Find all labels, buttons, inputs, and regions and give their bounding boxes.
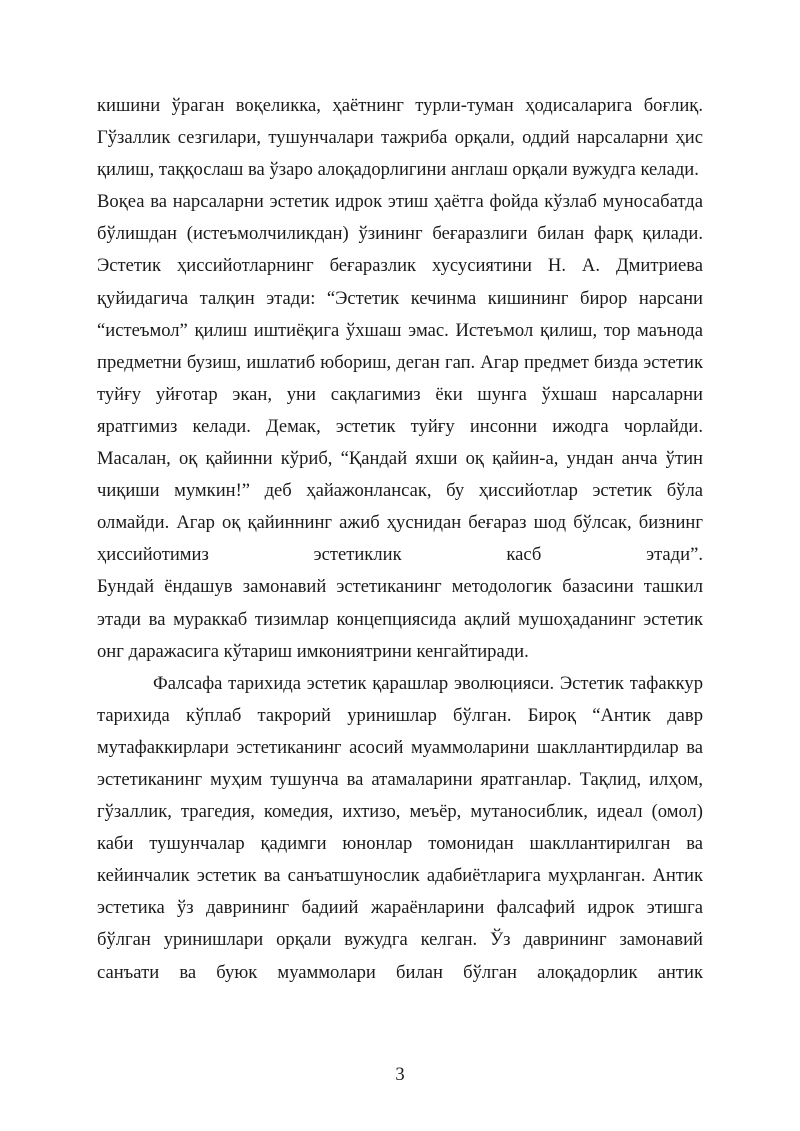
page-number: 3 xyxy=(395,1064,405,1085)
body-text xyxy=(97,90,703,989)
paragraph-1: кишини ўраган воқеликка, ҳаётнинг турли-туман ҳодисаларига боғлиқ. Гўзаллик сезгилари, тушунчалари тажриба орқали, оддий нарсаларни ҳис қилиш, таққослаш ва ўзаро алоқадорлигини англаш орқали вужудга келади. xyxy=(97,95,703,181)
paragraph-2: Воқеа ва нарсаларни эстетик идрок этиш ҳаётга фойда кўзлаб муносабатда бўлишдан (истеъмолчиликдан) ўзининг беғаразлиги билан фарқ қилади. Эстетик ҳиссийотларнинг беғаразлик хусусиятини Н. А. Дмитриева қуйидагича талқин этади: “Эстетик кечинма кишининг бирор нарсани “истеъмол” қилиш иштиёқига ўхшаш эмас. Истеъмол қилиш, тор маънода предметни бузиш, ишлатиб юбориш, деган гап. Агар предмет бизда эстетик туйғу уйғотар экан, уни сақлагимиз ёки шунга ўхшаш нарсаларни яратгимиз келади. Демак, эстетик туйғу инсонни ижодга чорлайди. Масалан, оқ қайинни кўриб, “Қандай яхши оқ қайин-а, ундан анча ўтин чиқиши мумкин!” деб ҳайажонлансак, бу ҳиссийотлар эстетик бўла олмайди. Агар оқ қайиннинг ажиб ҳуснидан беғараз шод бўлсак, бизнинг ҳиссийотимиз эстетиклик касб этади”. xyxy=(97,191,703,566)
paragraph-3: Бундай ёндашув замонавий эстетиканинг методологик базасини ташкил этади ва мураккаб тизимлар концепциясида ақлий мушоҳаданинг эстетик онг даражасига кўтариш имкониятрини кенгайтиради. xyxy=(97,576,703,662)
paragraph-4: Фалсафа тарихида эстетик қарашлар эволюцияси. Эстетик тафаккур тарихида кўплаб такрорий уринишлар бўлган. Бироқ “Антик давр мутафаккирлари эстетиканинг асосий муаммоларини шакллантирдилар ва эстетиканинг муҳим тушунча ва атамаларини яратганлар. Тақлид, илҳом, гўзаллик, трагедия, комедия, ихтизо, меъёр, мутаносиблик, идеал (омол) каби тушунчалар қадимги юнонлар томонидан шакллантирилган ва кейинчалик эстетик ва санъатшунослик адабиётларига муҳрланган. Антик эстетика ўз даврининг бадиий жараёнларини фалсафий идрок этишга бўлган уринишлари орқали вужудга келган. Ўз даврининг замонавий санъати ва буюк муаммолари билан бўлган алоқадорлик антик xyxy=(97,672,703,983)
